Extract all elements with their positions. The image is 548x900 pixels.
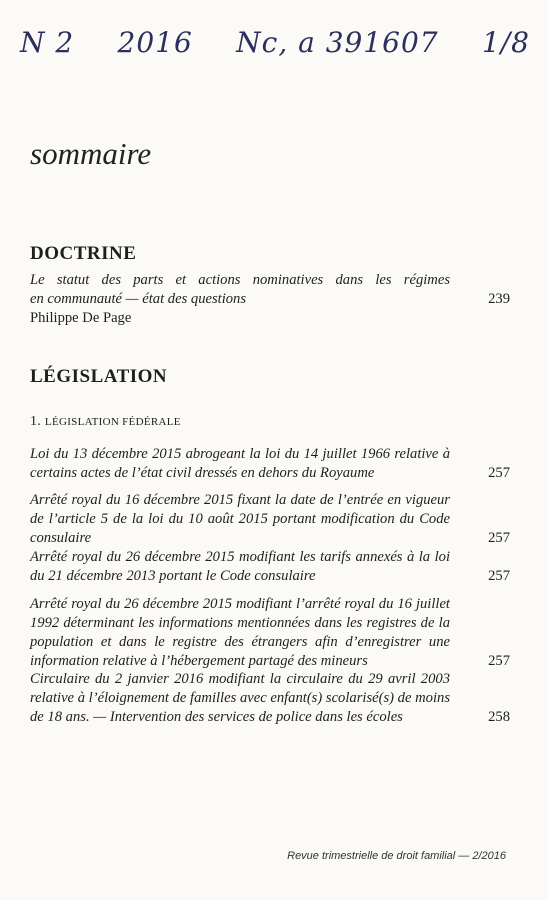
subsection-heading [30,414,181,430]
legislation-entry-text: Arrêté royal du 26 décembre 2015 modifiant les tarifs annexés à la loi du 21 décembre 2013 portant le Code consulaire [30,549,450,584]
legislation-entry-page: 257 [488,530,510,546]
legislation-entry-text: Arrêté royal du 26 décembre 2015 modifiant l’arrêté royal du 16 juillet 1992 déterminant les informations mentionnées dans les registres de la population et dans le registre des étrangers afin d’enregistrer une information relative à l’hébergement partagé des mineurs [30,596,450,669]
subsection-title: LÉGISLATION FÉDÉRALE [44,416,181,428]
handwritten-year: 2016 [117,26,193,59]
legislation-entry-text: Arrêté royal du 16 décembre 2015 fixant la date de l’entrée en vigueur de l’article 5 de la loi du 10 août 2015 portant modification du Code consulaire [30,492,450,546]
footer-journal-title: Revue trimestrielle de droit familial — 2/2016 [287,850,506,862]
legislation-entry[interactable] [30,548,510,586]
legislation-entry[interactable] [30,445,510,483]
handwritten-reference: Nc, a 391607 [236,26,439,59]
doctrine-heading: DOCTRINE [30,243,137,264]
legislation-entry-text: Circulaire du 2 janvier 2016 modifiant la circulaire du 29 avril 2003 relative à l’éloignement de familles avec enfant(s) scolarisé(s) de moins de 18 ans. — Intervention des services de police dans les écoles [30,671,450,725]
legislation-entry[interactable] [30,595,510,671]
doctrine-entry-page: 239 [488,291,510,307]
subsection-number: 1. [30,414,42,429]
legislation-entry-page: 257 [488,653,510,669]
legislation-heading: LÉGISLATION [30,366,168,387]
doctrine-entry-author: Philippe De Page [30,310,132,326]
doctrine-entry[interactable] [30,271,510,328]
handwritten-number: N 2 [20,26,75,59]
legislation-entry-text: Loi du 13 décembre 2015 abrogeant la loi du 14 juillet 1966 relative à certains actes de l’état civil dressés en dehors du Royaume [30,446,450,481]
doctrine-entry-line2: en communauté — état des questions [30,291,247,307]
handwritten-page: 1/8 [481,26,530,59]
doctrine-entry-text [30,271,450,328]
legislation-entry-page: 258 [488,709,510,725]
legislation-entry[interactable] [30,491,510,548]
legislation-entry[interactable] [30,670,510,727]
page-title: sommaire [30,136,152,171]
handwritten-annotation [20,26,530,59]
doctrine-entry-line1: Le statut des parts et actions nominatives dans les régimes [30,272,450,288]
legislation-entry-page: 257 [488,465,510,481]
legislation-entry-page: 257 [488,568,510,584]
